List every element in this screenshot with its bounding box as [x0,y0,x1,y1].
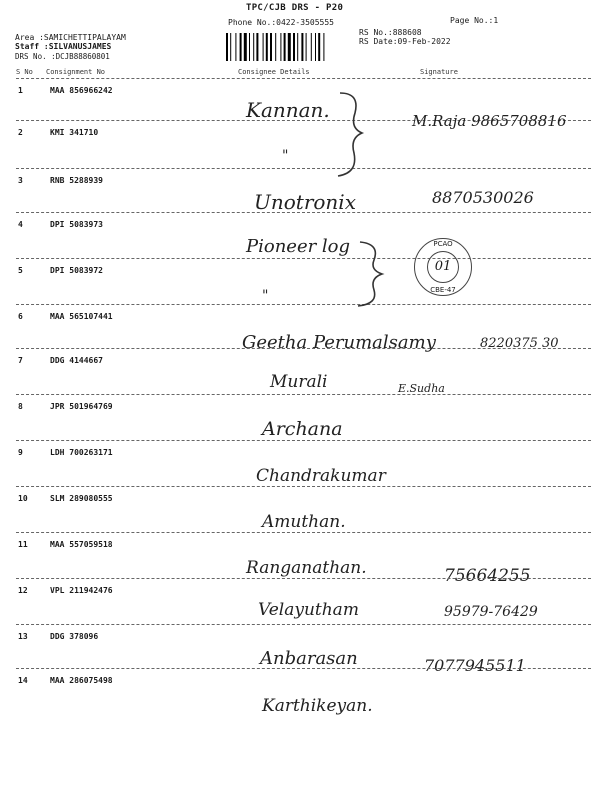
consignee-handwritten-name: Ranganathan. [246,558,367,578]
barcode [226,33,354,61]
handwritten-signature: M.Raja 9865708816 [412,112,567,130]
column-header-details: Consignee Details [238,68,310,76]
area-label: Area : [15,33,44,42]
consignment-number: VPL 211942476 [50,586,113,595]
consignee-handwritten-name: Chandrakumar [256,466,386,486]
handwritten-signature: 7077945511 [424,656,526,675]
area-value: SAMICHETTIPALAYAM [43,33,126,42]
row-number: 1 [18,86,23,95]
row-divider [16,486,591,487]
staff-line [15,42,111,51]
consignee-handwritten-name: " [282,148,289,164]
handwritten-signature: E.Sudha [398,382,445,395]
consignee-handwritten-name: Pioneer log [246,236,351,257]
column-header-consignment: Consignment No [46,68,106,76]
consignee-handwritten-name: Amuthan. [262,512,346,532]
consignment-number: KMI 341710 [50,128,99,137]
rs-number: RS No.:888608 [359,28,422,37]
column-header-signature: Signature [420,68,458,76]
consignment-number: JPR 501964769 [50,402,113,411]
row-divider [16,304,591,305]
hand-drawn-brace-1 [330,88,370,178]
row-number: 7 [18,356,23,365]
consignment-number: DDG 4144667 [50,356,103,365]
consignee-handwritten-name: Kannan. [246,98,330,122]
row-divider [16,168,591,169]
handwritten-signature: 8870530026 [432,188,534,207]
staff-value: SILVANUSJAMES [48,42,112,51]
row-number: 9 [18,448,23,457]
row-divider [16,348,591,349]
consignee-handwritten-name: Unotronix [254,190,356,214]
rs-date: RS Date:09-Feb-2022 [359,37,451,46]
row-number: 4 [18,220,23,229]
stamp-top-text: PCAO [433,240,453,248]
consignment-number: MAA 557059518 [50,540,113,549]
row-number: 10 [18,494,28,503]
drs-line [15,52,110,61]
row-divider [16,578,591,579]
consignment-number: RNB 5288939 [50,176,103,185]
row-divider [16,212,591,213]
stamp-bottom-text: CBE-47 [430,286,456,294]
document-title: TPC/CJB DRS - P20 [246,3,344,13]
handwritten-signature: 75664255 [444,566,531,586]
consignment-number: DPI 5083972 [50,266,103,275]
consignee-handwritten-name: Archana [262,418,343,440]
stamp-center-text: 01 [427,251,459,283]
consignment-number: MAA 286075498 [50,676,113,685]
row-number: 12 [18,586,28,595]
row-divider [16,440,591,441]
consignment-number: MAA 856966242 [50,86,113,95]
row-number: 2 [18,128,23,137]
row-number: 6 [18,312,23,321]
staff-label: Staff : [15,42,49,51]
header-divider [16,78,591,79]
row-divider [16,532,591,533]
row-number: 13 [18,632,28,641]
consignee-handwritten-name: Anbarasan [260,648,358,669]
row-number: 3 [18,176,23,185]
row-divider [16,258,591,259]
consignment-number: DDG 378096 [50,632,99,641]
consignment-number: SLM 289080555 [50,494,113,503]
row-divider [16,394,591,395]
consignment-number: DPI 5083973 [50,220,103,229]
area-line [15,33,126,42]
consignment-number: LDH 700263171 [50,448,113,457]
hand-drawn-brace-2 [352,238,392,308]
post-office-stamp [414,238,472,296]
row-number: 8 [18,402,23,411]
handwritten-signature: 95979-76429 [444,604,538,620]
row-divider [16,624,591,625]
row-number: 11 [18,540,28,549]
phone-number: Phone No.:0422-3505555 [228,18,334,27]
handwritten-signature: 8220375 30 [480,336,559,351]
consignee-handwritten-name: Geetha Perumalsamy [242,332,436,353]
consignee-handwritten-name: Velayutham [258,600,359,620]
page-number: Page No.:1 [450,16,499,25]
consignment-number: MAA 565107441 [50,312,113,321]
drs-label: DRS No. : [15,52,56,61]
consignee-handwritten-name: " [262,288,269,304]
drs-value: DCJB88860801 [55,52,110,61]
row-divider [16,668,591,669]
row-number: 5 [18,266,23,275]
column-header-sno: S No [16,68,33,76]
consignee-handwritten-name: Karthikeyan. [262,696,373,716]
consignee-handwritten-name: Murali [270,372,328,392]
row-number: 14 [18,676,28,685]
